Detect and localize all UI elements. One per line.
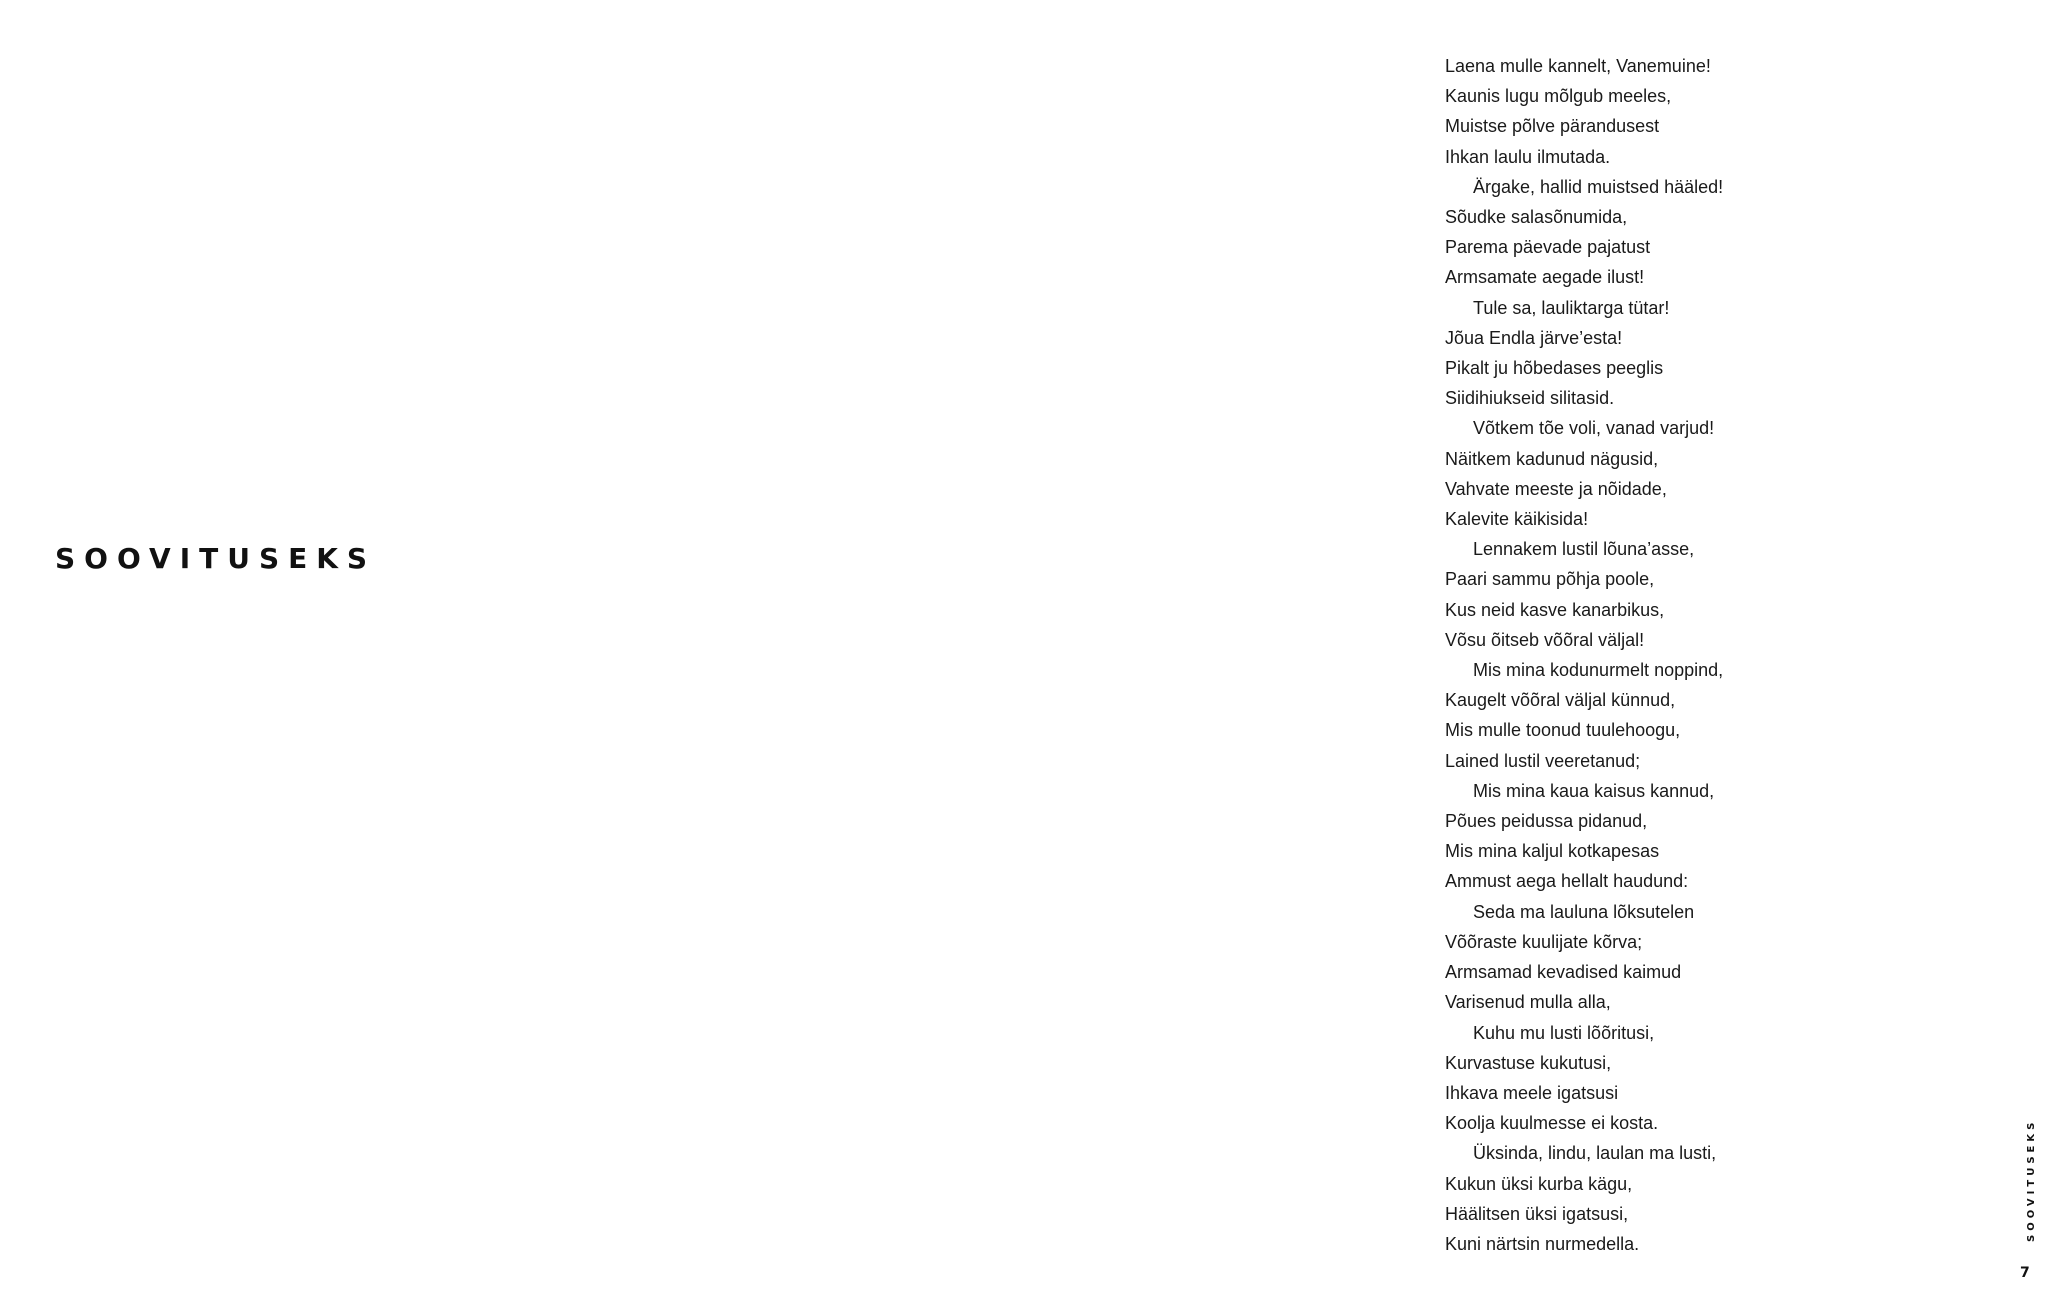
poem-line: Kaunis lugu mõlgub meeles, xyxy=(1445,86,1672,107)
poem-line: Jõua Endla järve’esta! xyxy=(1445,327,1623,348)
poem-line: Lained lustil veeretanud; xyxy=(1445,750,1641,771)
poem-line: Võsu õitseb võõral väljal! xyxy=(1445,629,1645,650)
poem-line: Ammust aega hellalt haudund: xyxy=(1445,871,1689,892)
poem-line: Vahvate meeste ja nõidade, xyxy=(1445,478,1667,499)
poem-line: Mis mina kaljul kotkapesas xyxy=(1445,841,1660,862)
poem-line: Põues peidussa pidanud, xyxy=(1445,811,1648,832)
poem-line: Lennakem lustil lõuna’asse, xyxy=(1473,539,1695,560)
poem-line: Siidihiukseid silitasid. xyxy=(1445,388,1615,409)
poem-line: Ihkan laulu ilmutada. xyxy=(1445,146,1611,167)
poem-line: Kus neid kasve kanarbikus, xyxy=(1445,599,1665,620)
poem-line: Võtkem tõe voli, vanad varjud! xyxy=(1473,418,1715,439)
poem-line: Kuni närtsin nurmedella. xyxy=(1445,1233,1640,1254)
poem-line: Mis mina kodunurmelt noppind, xyxy=(1473,660,1724,681)
poem-line: Mis mulle toonud tuulehoogu, xyxy=(1445,720,1681,741)
poem-line: Varisenud mulla alla, xyxy=(1445,992,1611,1013)
poem-line: Pikalt ju hõbedases peeglis xyxy=(1445,358,1664,379)
chapter-title: SOOVITUSEKS xyxy=(55,542,377,575)
poem-line: Häälitsen üksi igatsusi, xyxy=(1445,1203,1629,1224)
poem-line: Mis mina kaua kaisus kannud, xyxy=(1473,780,1715,801)
poem-line: Armsamate aegade ilust! xyxy=(1445,267,1645,288)
poem-line: Üksinda, lindu, laulan ma lusti, xyxy=(1473,1143,1717,1164)
poem-line: Koolja kuulmesse ei kosta. xyxy=(1445,1113,1659,1134)
poem-line: Näitkem kadunud nägusid, xyxy=(1445,448,1659,469)
poem-line: Muistse põlve pärandusest xyxy=(1445,116,1660,137)
poem-line: Laena mulle kannelt, Vanemuine! xyxy=(1445,56,1711,76)
poem-line: Tule sa, lauliktarga tütar! xyxy=(1473,297,1670,318)
poem-line: Sõudke salasõnumida, xyxy=(1445,207,1628,228)
running-head: SOOVITUSEKS xyxy=(2026,1118,2037,1242)
poem-line: Seda ma lauluna lõksutelen xyxy=(1473,901,1695,922)
poem-line: Kurvastuse kukutusi, xyxy=(1445,1052,1612,1073)
poem-line: Kukun üksi kurba kägu, xyxy=(1445,1173,1633,1194)
poem-line: Parema päevade pajatust xyxy=(1445,237,1651,258)
poem-line: Ihkava meele igatsusi xyxy=(1445,1082,1619,1103)
poem-line: Paari sammu põhja poole, xyxy=(1445,569,1655,590)
poem-line: Võõraste kuulijate kõrva; xyxy=(1445,931,1643,952)
poem-line: Kaugelt võõral väljal künnud, xyxy=(1445,690,1676,711)
poem-line: Kalevite käikisida! xyxy=(1445,509,1589,530)
poem-line: Armsamad kevadised kaimud xyxy=(1445,962,1682,983)
poem-line: Kuhu mu lusti lõõritusi, xyxy=(1473,1022,1655,1043)
poem-text xyxy=(1445,51,1723,1259)
page-number: 7 xyxy=(2020,1265,2030,1281)
poem-line: Ärgake, hallid muistsed hääled! xyxy=(1473,176,1724,197)
